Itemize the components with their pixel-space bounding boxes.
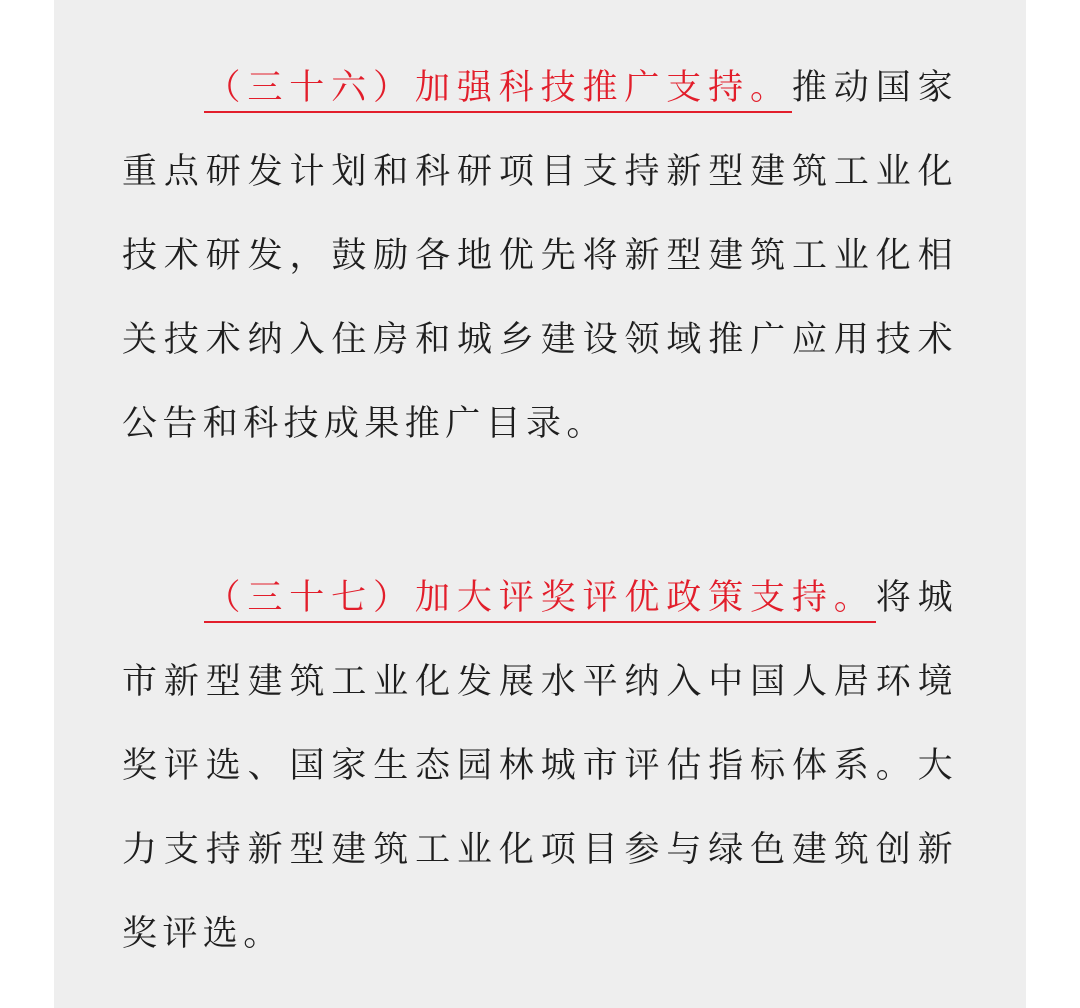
paragraph-body: 将城市新型建筑工业化发展水平纳入中国人居环境奖评选、国家生态园林城市评估指标体系。大力支持新型建筑工业化项目参与绿色建筑创新奖评选。 <box>122 578 958 954</box>
paragraph-heading: （三十六）加强科技推广支持。 <box>204 68 792 113</box>
paragraph-heading: （三十七）加大评奖评优政策支持。 <box>204 578 876 623</box>
paragraph-37 <box>122 556 958 976</box>
paragraph-body: 推动国家重点研发计划和科研项目支持新型建筑工业化技术研发，鼓励各地优先将新型建筑工业化相关技术纳入住房和城乡建设领域推广应用技术公告和科技成果推广目录。 <box>122 68 958 444</box>
paragraph-36 <box>122 46 958 466</box>
